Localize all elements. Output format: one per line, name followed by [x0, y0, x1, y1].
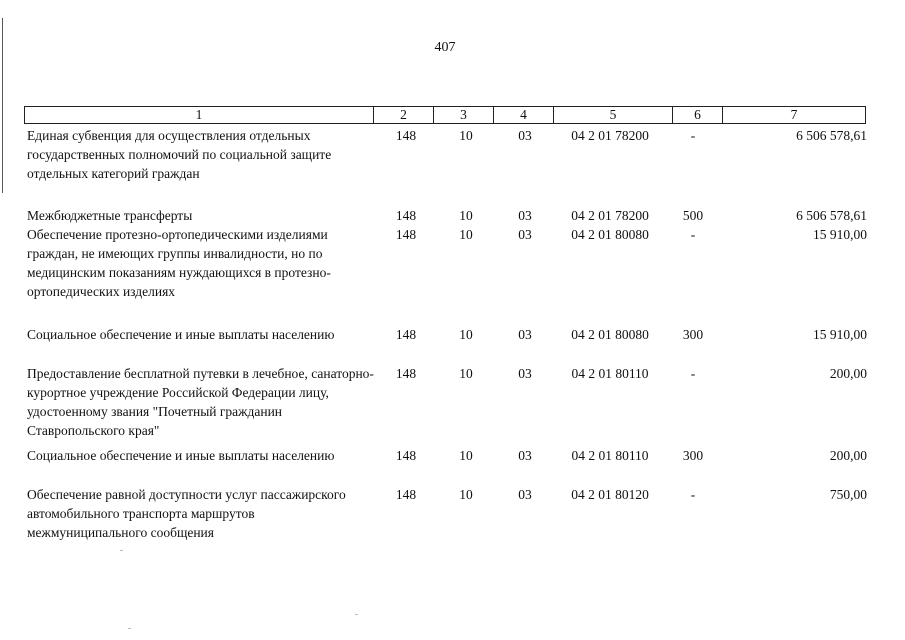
- row-description: Социальное обеспечение и иные выплаты населению: [27, 327, 335, 342]
- row-col-5: 04 2 01 80120: [571, 487, 649, 502]
- row-col-5: 04 2 01 78200: [571, 128, 649, 143]
- header-col-2: 2: [374, 107, 434, 123]
- row-col-3: 10: [459, 128, 473, 143]
- table-header-row: [24, 106, 866, 124]
- row-col-7: 200,00: [829, 366, 867, 381]
- row-col-7: 6 506 578,61: [796, 208, 867, 223]
- row-col-3: 10: [459, 487, 473, 502]
- row-col-2: 148: [395, 128, 417, 143]
- row-col-3: 10: [459, 366, 473, 381]
- row-col-4: 03: [518, 227, 532, 242]
- row-col-5: 04 2 01 78200: [571, 208, 649, 223]
- header-col-3: 3: [434, 107, 494, 123]
- row-col-6: -: [690, 487, 696, 502]
- row-col-7: 200,00: [829, 448, 867, 463]
- row-col-3: 10: [459, 327, 473, 342]
- row-col-2: 148: [395, 327, 417, 342]
- header-col-6: 6: [673, 107, 723, 123]
- scan-speck: [128, 628, 131, 629]
- header-col-7: 7: [790, 107, 798, 122]
- row-description: Социальное обеспечение и иные выплаты населению: [27, 448, 335, 463]
- row-col-2: 148: [395, 487, 417, 502]
- row-col-4: 03: [518, 327, 532, 342]
- row-col-6: -: [690, 128, 696, 143]
- row-col-5: 04 2 01 80110: [571, 366, 649, 381]
- row-description: Единая субвенция для осуществления отдельных государственных полномочий по социальной защите отдельных категорий граждан: [27, 128, 332, 181]
- row-col-7: 6 506 578,61: [796, 128, 867, 143]
- row-col-6: 500: [682, 208, 704, 223]
- row-col-6: -: [690, 366, 696, 381]
- row-col-3: 10: [459, 448, 473, 463]
- row-col-7: 750,00: [829, 487, 867, 502]
- scan-speck: [355, 614, 358, 615]
- row-col-6: 300: [682, 327, 704, 342]
- row-description: Обеспечение равной доступности услуг пассажирского автомобильного транспорта маршрутов межмуниципального сообщения: [27, 487, 346, 540]
- row-col-4: 03: [518, 128, 532, 143]
- page-number: 407: [434, 40, 456, 55]
- row-description: Обеспечение протезно-ортопедическими изделиями граждан, не имеющих группы инвалидности, но по медицинским показаниям нуждающихся в протезно-ортопедических изделиях: [27, 227, 331, 299]
- row-col-4: 03: [518, 448, 532, 463]
- row-col-5: 04 2 01 80110: [571, 448, 649, 463]
- row-col-7: 15 910,00: [813, 327, 867, 342]
- row-col-3: 10: [459, 208, 473, 223]
- row-col-5: 04 2 01 80080: [571, 227, 649, 242]
- row-col-4: 03: [518, 366, 532, 381]
- header-col-1: 1: [25, 107, 374, 123]
- row-description: Межбюджетные трансферты: [27, 208, 193, 223]
- row-col-5: 04 2 01 80080: [571, 327, 649, 342]
- header-col-4: 4: [494, 107, 554, 123]
- row-col-2: 148: [395, 366, 417, 381]
- row-col-2: 148: [395, 227, 417, 242]
- row-col-2: 148: [395, 208, 417, 223]
- row-col-3: 10: [459, 227, 473, 242]
- row-col-4: 03: [518, 487, 532, 502]
- header-col-5: 5: [554, 107, 673, 123]
- row-col-6: 300: [682, 448, 704, 463]
- row-description: Предоставление бесплатной путевки в лечебное, санаторно-курортное учреждение Российской Федерации лицу, удостоенному звания "Почетный гражданин Ставропольского края": [27, 366, 374, 438]
- row-col-6: -: [690, 227, 696, 242]
- row-col-4: 03: [518, 208, 532, 223]
- row-col-7: 15 910,00: [813, 227, 867, 242]
- scan-speck: [120, 550, 123, 551]
- row-col-2: 148: [395, 448, 417, 463]
